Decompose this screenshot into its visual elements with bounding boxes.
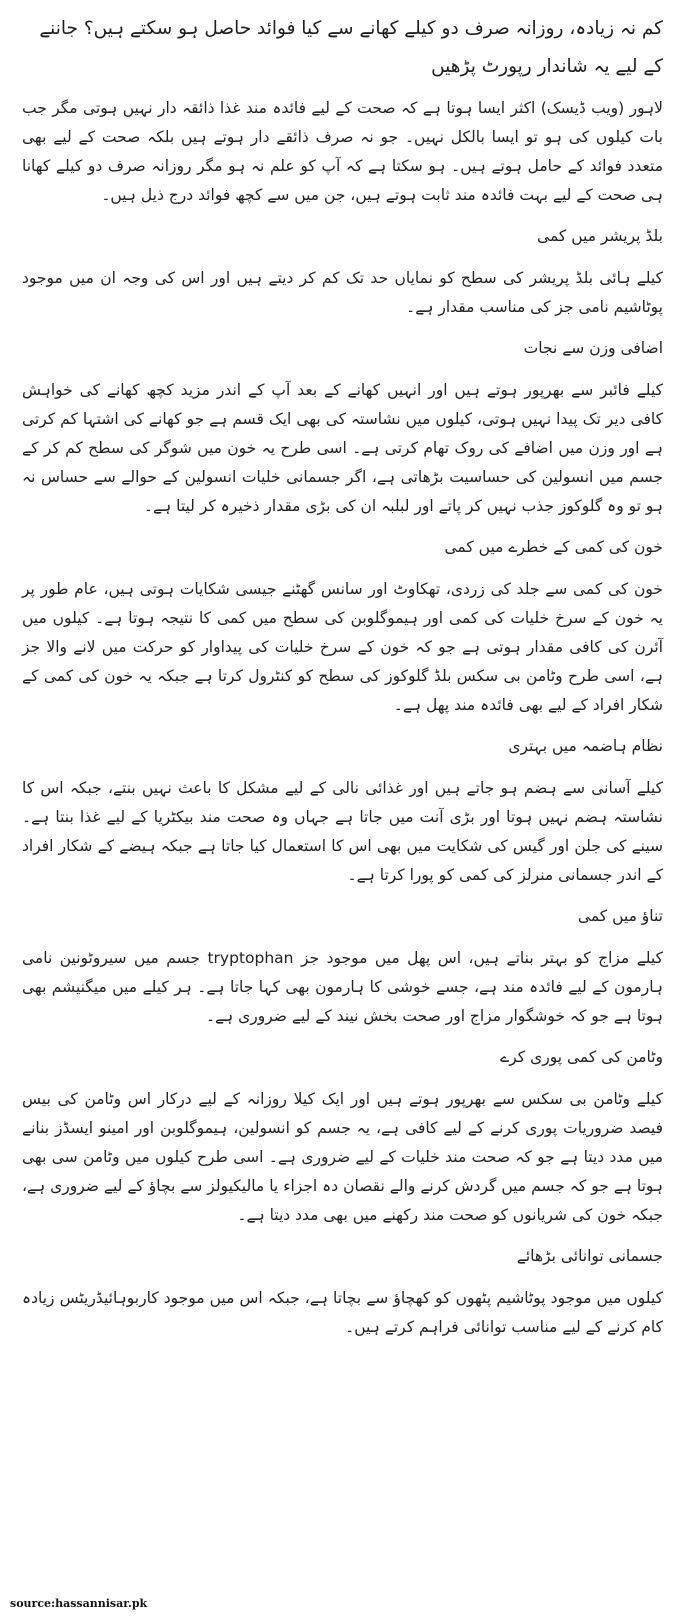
section-digestion (22, 732, 663, 890)
section-heading: جسمانی توانائی بڑھائے (516, 1247, 663, 1265)
section-heading: تناؤ میں کمی (577, 907, 663, 925)
section-heading: خون کی کمی کے خطرے میں کمی (444, 538, 663, 556)
section-weight-loss (22, 334, 663, 521)
section-body: کیلے فائبر سے بھرپور ہوتے ہیں اور انہیں کھانے کے بعد آپ کے اندر مزید کچھ کھانے کی خواہش کافی دیر تک پیدا نہیں ہوتی، کیلوں میں نشاستہ کی بھی ایک قسم ہے جو کھانے کی اشتہا کم کرتی ہے اور وزن میں اضافے کی روک تھام کرتی ہے۔ اسی طرح یہ خون میں شوگر کی سطح کم کر کے جسم میں انسولین کی حساسیت بڑھاتی ہے، اگر جسمانی خلیات انسولین کے حوالے سے حساس نہ ہو تو وہ گلوکوز جذب نہیں کر پاتے اور لبلبہ ان کی بڑی مقدار ذخیرہ کر لیتا ہے۔ (22, 381, 663, 515)
section-body: کیلے مزاج کو بہتر بناتے ہیں، اس پھل میں موجود جز tryptophan جسم میں سیروٹونین نامی ہارمون کے لیے فائدہ مند ہے، جسے خوشی کا ہارمون بھی کہا جاتا ہے۔ ہر کیلے میں میگنیشم بھی ہوتا ہے جو کہ خوشگوار مزاج اور صحت بخش نیند کے لیے ضروری ہے۔ (22, 949, 663, 1025)
section-body: خون کی کمی سے جلد کی زردی، تھکاوٹ اور سانس گھٹنے جیسی شکایات ہوتی ہیں، عام طور پر یہ خون کے سرخ خلیات کی کمی اور ہیموگلوبن کی سطح میں کمی کا نتیجہ ہوتا ہے۔ کیلوں میں آئرن کی کافی مقدار ہوتی ہے جو کہ خون کے سرخ خلیات کی پیداوار کو حرکت میں لانے والا جز ہے، اسی طرح وٹامن بی سکس بلڈ گلوکوز کی سطح کو کنٹرول کرتا ہے جبکہ یہ خون کی کمی کے شکار افراد کے لیے بھی فائدہ مند پھل ہے۔ (22, 580, 663, 714)
source-credit: source:hassannisar.pk (10, 1597, 148, 1610)
section-body: کیلے ہائی بلڈ پریشر کی سطح کو نمایاں حد تک کم کر دیتے ہیں اور اس کی وجہ ان میں موجود پوٹاشیم نامی جز کی مناسب مقدار ہے۔ (22, 269, 663, 316)
section-heading: اضافی وزن سے نجات (523, 339, 663, 357)
section-stress (22, 902, 663, 1031)
article-headline: کم نہ زیادہ، روزانہ صرف دو کیلے کھانے سے کیا فوائد حاصل ہو سکتے ہیں؟ جاننے کے لیے یہ شاندار رپورٹ پڑھیں (39, 18, 663, 77)
section-heading: بلڈ پریشر میں کمی (537, 227, 663, 245)
section-body: کیلے آسانی سے ہضم ہو جاتے ہیں اور غذائی نالی کے لیے مشکل کا باعث نہیں بنتے، جبکہ اس کا نشاستہ ہضم نہیں ہوتا اور بڑی آنت میں جاتا ہے جہاں وہ صحت مند بیکٹریا کے لیے غذا بنتا ہے۔ سینے کی جلن اور گیس کی شکایت میں بھی اس کا استعمال کیا جاتا ہے جبکہ ہیضے کے شکار افراد کے اندر جسمانی منرلز کی کمی کو پورا کرتا ہے۔ (22, 779, 663, 884)
section-blood-pressure (22, 222, 663, 322)
section-body: کیلے وٹامن بی سکس سے بھرپور ہوتے ہیں اور ایک کیلا روزانہ کے لیے درکار اس وٹامن کی بیس فیصد ضروریات پوری کرنے کے لیے کافی ہے، یہ جسم کو انسولین، ہیموگلوبن اور امینو ایسڈز بنانے میں مدد دیتا ہے جو کہ صحت مند خلیات کے لیے ضروری ہے۔ اسی طرح کیلوں میں وٹامن سی بھی ہوتا ہے جو کہ جسم میں گردش کرنے والے نقصان دہ اجزاء یا مالیکیولز سے بچاؤ کے لیے ضروری ہے، جبکہ خون کی شریانوں کو صحت مند رکھنے میں بھی مدد دیتا ہے۔ (22, 1090, 663, 1224)
intro-paragraph: لاہور (ویب ڈیسک) اکثر ایسا ہوتا ہے کہ صحت کے لیے فائدہ مند غذا ذائقہ دار نہیں ہوتی مگر جب بات کیلوں کی ہو تو ایسا بالکل نہیں۔ جو نہ صرف ذائقے دار ہوتے ہیں بلکہ صحت کے لیے بھی متعدد فوائد کے حامل ہوتے ہیں۔ ہو سکتا ہے کہ آپ کو علم نہ ہو مگر روزانہ صرف دو کیلے کھانا ہی صحت کے لیے بہت فائدہ مند ثابت ہوتے ہیں، جن میں سے کچھ فوائد درج ذیل ہیں۔ (22, 99, 663, 204)
section-energy (22, 1242, 663, 1342)
section-vitamins (22, 1043, 663, 1230)
section-heading: وٹامن کی کمی پوری کرے (500, 1048, 663, 1066)
section-anemia (22, 533, 663, 720)
section-heading: نظام ہاضمہ میں بہتری (508, 737, 663, 755)
section-body: کیلوں میں موجود پوٹاشیم پٹھوں کو کھچاؤ سے بچاتا ہے، جبکہ اس میں موجود کاربوہائیڈریٹس زیادہ کام کرنے کے لیے مناسب توانائی فراہم کرتے ہیں۔ (22, 1289, 663, 1336)
